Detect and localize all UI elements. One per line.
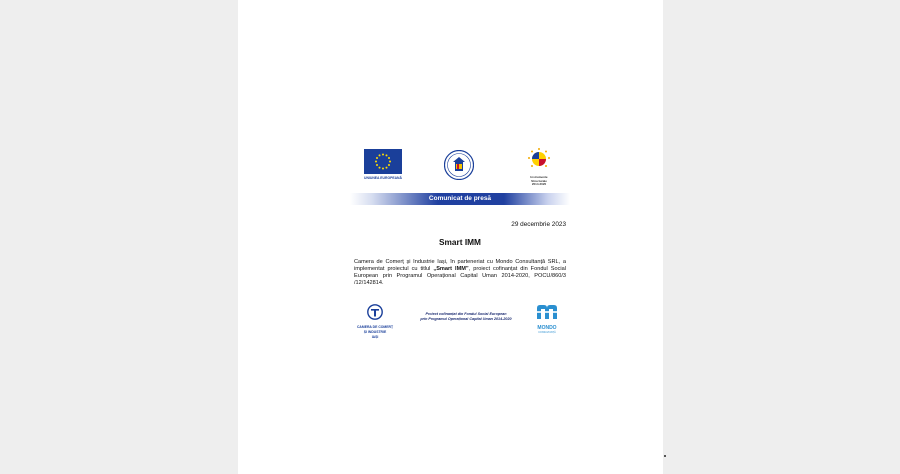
mondo-sub: CONSULTANȚĂ [538,331,556,334]
ccii-caption-line3: IAȘI [371,334,379,339]
mondo-name: MONDO [537,325,557,331]
release-date: 29 decembrie 2023 [511,221,566,228]
cofinancing-note [404,312,528,321]
body-part1: Camera de Comerț și Industrie Iași, în parteneriat cu Mondo Consultanță SRL, a implementat proiectul cu titlul [354,259,566,272]
structural-instruments-icon [527,147,551,171]
cofin-line2: prin Programul Operațional Capital Uman 2014-2020 [420,316,512,321]
banner-label: Comunicat de presă [428,195,492,202]
mondo-logo [532,304,562,334]
is-caption-line2: 2014-2020 [531,182,547,187]
government-seal-icon [444,150,474,180]
eu-caption: UNIUNEA EUROPEANĂ [364,176,402,180]
body-part2: , proiect cofinanțat din Fondul Social European prin Programul Operațional Capital Uman 2014-2020, POCU/860/3 /12/142814. [354,266,566,286]
eu-logo [364,149,402,181]
document-page [238,0,663,474]
project-name: „Smart IMM” [433,266,469,272]
mondo-emblem-icon [536,304,558,320]
ccii-caption-line1: CAMERA DE COMERȚ [356,325,394,329]
eu-flag-icon [364,149,402,174]
is-caption-line1: Instrumente Structurale [530,175,548,183]
ccii-logo [355,304,395,339]
body-paragraph [354,259,566,287]
structural-instruments-logo [524,147,554,187]
cofin-line1: Proiect cofinanțat din Fondul Social European [425,312,507,316]
press-release-banner [350,193,570,205]
page-title: Smart IMM [439,237,481,247]
ccii-emblem-icon [367,304,383,320]
ccii-caption-line2: ȘI INDUSTRIE [363,329,387,334]
stray-dot [664,455,666,457]
